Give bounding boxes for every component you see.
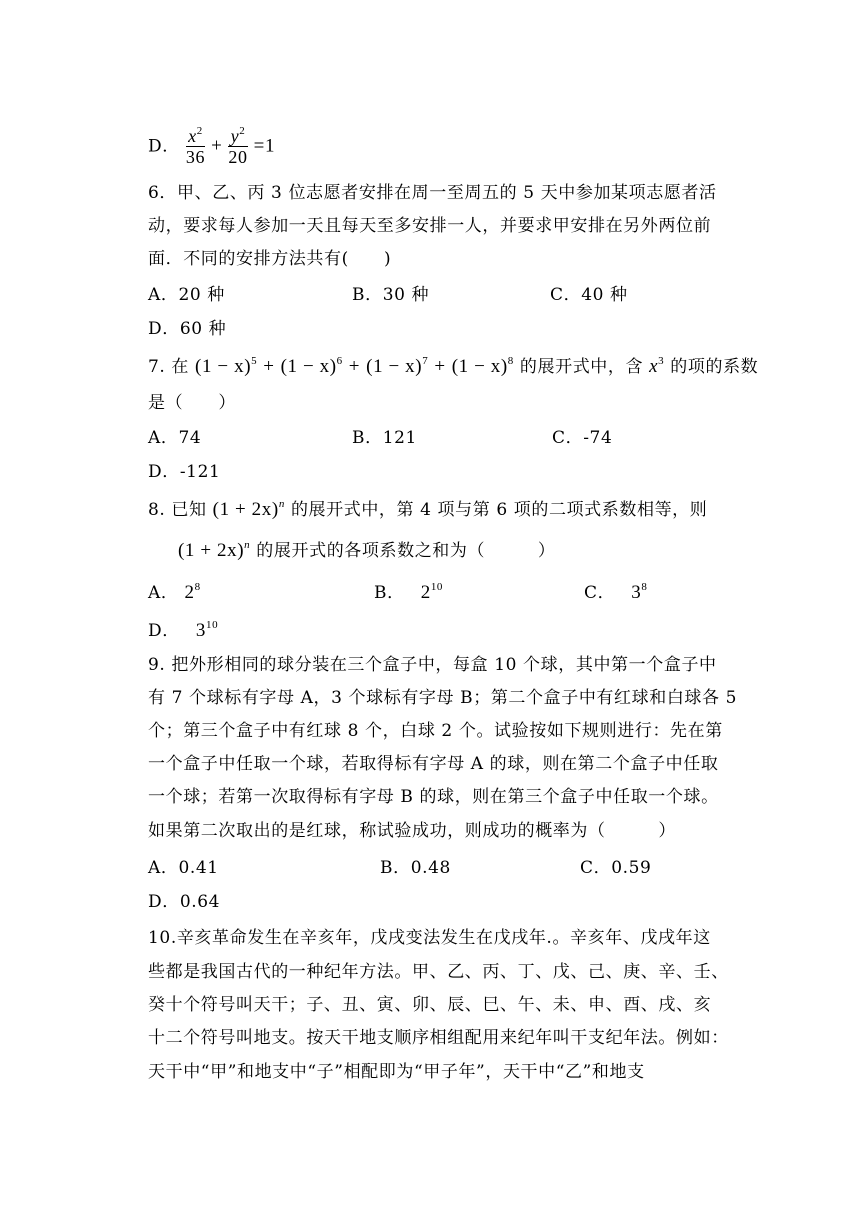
power [196, 620, 218, 641]
exponent: 8 [641, 581, 648, 593]
q5-option-d [148, 126, 275, 167]
variable: x [649, 356, 659, 377]
plus-sign: + [263, 356, 275, 377]
term-base: (1 − x) [366, 356, 423, 377]
exponent: n [244, 539, 251, 551]
option-label: C． [584, 583, 616, 603]
exponent: 3 [658, 355, 665, 367]
q7-term-4 [452, 356, 514, 377]
option-label: B． [374, 583, 405, 603]
q7-mid-text: 的展开式中，含 [519, 357, 644, 377]
q9-line-5: 一个球；若第一次取得标有字母 B 的球，则在第三个盒子中任取一个球。 [148, 787, 719, 807]
q10-line-3: 癸十个符号叫天干；子、丑、寅、卯、辰、巳、午、未、申、酉、戌、亥 [148, 995, 712, 1015]
q7-line-2: 是（ ） [148, 393, 236, 413]
exponent: 7 [422, 355, 429, 367]
q6-line-1: 6．甲、乙、丙 3 位志愿者安排在周一至周五的 5 天中参加某项志愿者活 [148, 183, 717, 203]
q9-line-2: 有 7 个球标有字母 A，3 个球标有字母 B；第二个盒子中有红球和白球各 5 [148, 688, 738, 708]
q10-line-2: 些都是我国古代的一种纪年方法。甲、乙、丙、丁、戊、己、庚、辛、壬、 [148, 962, 729, 982]
q8-option-b [374, 582, 443, 604]
plus-sign: + [434, 356, 446, 377]
q10-line-4: 十二个符号叫地支。按天干地支顺序相组配用来纪年叫干支纪年法。例如： [148, 1028, 729, 1048]
q8-line-1 [148, 499, 707, 521]
equation-rhs: =1 [253, 135, 276, 157]
q7-option-c: C．-74 [552, 428, 613, 448]
term-base: (1 − x) [451, 356, 508, 377]
q8-expr-2 [178, 540, 250, 561]
q7-term-1 [195, 356, 257, 377]
power [421, 582, 443, 603]
power [631, 582, 647, 603]
exponent: n [278, 498, 285, 510]
q7-term-2 [281, 356, 343, 377]
plus-sign: + [211, 135, 223, 157]
q8-option-d [148, 620, 218, 642]
exponent: 10 [430, 581, 444, 593]
q6-option-b: B．30 种 [352, 285, 430, 305]
base: 3 [195, 620, 206, 641]
power [185, 582, 201, 603]
frac-denominator: 20 [228, 147, 248, 167]
option-label: D． [148, 621, 180, 641]
q8-suffix: 的展开式中，第 4 项与第 6 项的二项式系数相等，则 [290, 500, 708, 520]
base: 3 [631, 582, 642, 603]
q9-option-c: C．0.59 [580, 858, 652, 878]
q9-line-6: 如果第二次取出的是红球，称试验成功，则成功的概率为（ ） [148, 821, 676, 841]
q9-line-4: 一个盒子中任取一个球，若取得标有字母 A 的球，则在第二个盒子中任取 [148, 754, 719, 774]
frac-denominator: 36 [185, 147, 206, 167]
q10-line-5: 天干中“甲”和地支中“子”相配即为“甲子年”，天干中“乙”和地支 [148, 1062, 645, 1082]
frac-numerator: x [188, 126, 197, 146]
exponent: 2 [196, 125, 203, 137]
q8-option-c [584, 582, 647, 604]
expr-base: (1 + 2x) [212, 499, 279, 520]
exponent: 8 [507, 355, 514, 367]
fraction-x2-36 [186, 126, 205, 167]
q6-line-2: 动，要求每人参加一天且每天至多安排一人，并要求甲安排在另外两位前 [148, 216, 712, 236]
q9-option-d: D．0.64 [148, 892, 221, 912]
exponent: 2 [239, 125, 246, 137]
exponent: 6 [336, 355, 343, 367]
q6-option-a: A．20 种 [148, 285, 225, 305]
q7-option-a: A．74 [148, 428, 202, 448]
option-label: D． [148, 136, 180, 157]
q6-option-c: C．40 种 [550, 285, 628, 305]
q7-line-1 [148, 356, 758, 378]
expr-base: (1 + 2x) [178, 540, 245, 561]
q6-option-d: D．60 种 [148, 319, 227, 339]
exponent: 8 [194, 581, 201, 593]
q8-prefix: 8. 已知 [148, 500, 207, 520]
option-label: A． [148, 583, 179, 603]
q8-option-a [148, 582, 201, 604]
exponent: 10 [205, 619, 219, 631]
q6-line-3: 面．不同的安排方法共有( ) [148, 249, 392, 269]
q7-option-b: B．121 [352, 428, 417, 448]
base: 2 [184, 582, 195, 603]
plus-sign: + [348, 356, 361, 377]
q7-option-d: D．-121 [148, 462, 221, 482]
q7-suffix: 的项的系数 [670, 357, 759, 377]
fraction-y2-20 [228, 126, 247, 167]
term-base: (1 − x) [280, 356, 337, 377]
q9-option-a: A．0.41 [148, 858, 219, 878]
q10-line-1: 10.辛亥革命发生在辛亥年，戊戌变法发生在戊戌年.。辛亥年、戊戌年这 [148, 928, 711, 948]
q8-line2-suffix: 的展开式的各项系数之和为（ ） [256, 541, 556, 561]
q9-line-3: 个；第三个盒子中有红球 8 个，白球 2 个。试验按如下规则进行：先在第 [148, 721, 723, 741]
q9-option-b: B．0.48 [380, 858, 451, 878]
exponent: 5 [251, 355, 258, 367]
q7-term-3 [366, 356, 428, 377]
q9-line-1: 9. 把外形相同的球分装在三个盒子中，每盒 10 个球，其中第一个盒子中 [148, 655, 717, 675]
q8-line-2 [178, 540, 556, 562]
q8-expr [213, 499, 285, 520]
term-base: (1 − x) [195, 356, 252, 377]
q7-prefix: 7. 在 [148, 357, 190, 377]
q7-x-power [649, 356, 664, 377]
base: 2 [420, 582, 431, 603]
frac-numerator: y [230, 126, 240, 146]
